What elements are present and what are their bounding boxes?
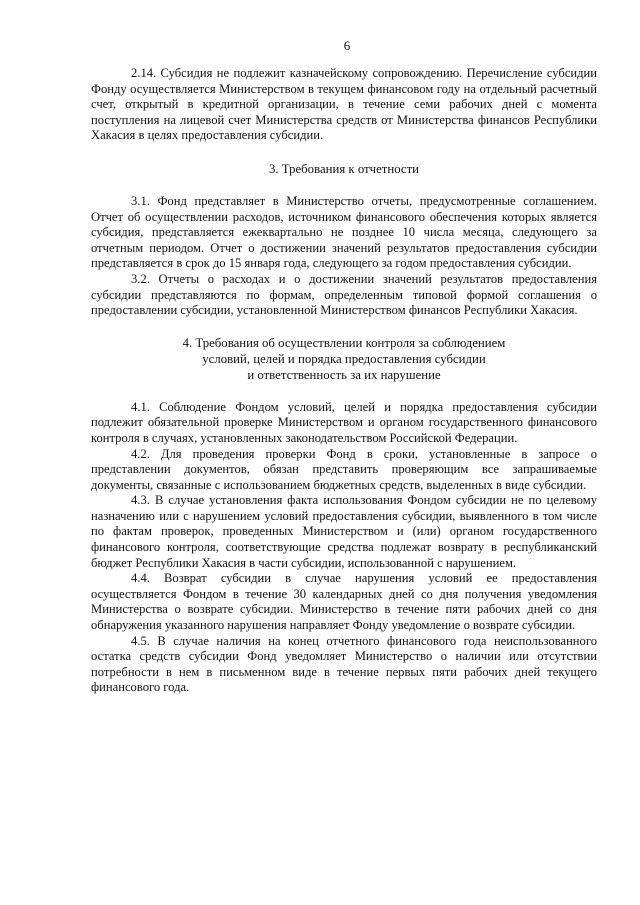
page-number: 6	[343, 38, 351, 53]
paragraph-4-3: 4.3. В случае установления факта использования Фондом субсидии не по целевому назначению или с нарушением условий предоставления субсидии, выявленного в том числе по фактам проверок, проведенных Министерством и (или) органом государственного финансового контроля, соответствующие средства подлежат возврату в республиканский бюджет Республики Хакасия в части субсидии, использованной с нарушением.	[91, 493, 597, 570]
document-page	[91, 38, 597, 696]
section-4-heading-line-1: 4. Требования об осуществлении контроля за соблюдением	[182, 335, 506, 350]
paragraph-3-1: 3.1. Фонд представляет в Министерство отчеты, предусмотренные соглашением. Отчет об осуществлении расходов, источником финансового обеспечения которых является субсидия, представляется ежеквартально не позднее 10 числа месяца, следующего за отчетным периодом. Отчет о достижении значений результатов предоставления субсидии представляется в срок до 15 января года, следующего за годом предоставления субсидии.	[91, 193, 597, 271]
section-4-heading	[91, 335, 597, 383]
paragraph-4-5: 4.5. В случае наличия на конец отчетного финансового года неиспользованного остатка средств субсидии Фонд уведомляет Министерство о наличии или отсутствии потребности в нем в письменном виде в течение первых пяти рабочих дней текущего финансового года.	[91, 633, 597, 695]
section-4-heading-line-3: и ответственность за их нарушение	[247, 367, 441, 382]
paragraph-4-2: 4.2. Для проведения проверки Фонд в сроки, установленные в запросе о представлении документов, обязан представить проверяющим все запрашиваемые документы, связанные с использованием бюджетных средств, выделенных в виде субсидии.	[91, 446, 597, 492]
section-3-heading: 3. Требования к отчетности	[268, 161, 420, 176]
paragraph-3-2: 3.2. Отчеты о расходах и о достижении значений результатов предоставления субсидии представляются по формам, определенным типовой формой соглашения о предоставлении субсидии, установленной Министерством финансов Республики Хакасия.	[91, 271, 597, 318]
section-4-heading-line-2: условий, целей и порядка предоставления субсидии	[202, 351, 486, 366]
paragraph-2-14: 2.14. Субсидия не подлежит казначейскому сопровождению. Перечисление субсидии Фонду осуществляется Министерством в текущем финансовом году на отдельный расчетный счет, открытый в кредитной организации, в течение семи рабочих дней с момента поступления на лицевой счет Министерства средств от Министерства финансов Республики Хакасия в целях предоставления субсидии.	[91, 66, 597, 143]
paragraph-4-4: 4.4. Возврат субсидии в случае нарушения условий ее предоставления осуществляется Фондом в течение 30 календарных дней со дня получения уведомления Министерства о возврате субсидии. Министерство в течение пяти рабочих дней со дня обнаружения указанного нарушения направляет Фонду уведомление о возврате субсидии.	[91, 571, 597, 633]
paragraph-4-1: 4.1. Соблюдение Фондом условий, целей и порядка предоставления субсидии подлежит обязательной проверке Министерством и органом государственного финансового контроля в случаях, установленных законодательством Российской Федерации.	[91, 399, 597, 445]
